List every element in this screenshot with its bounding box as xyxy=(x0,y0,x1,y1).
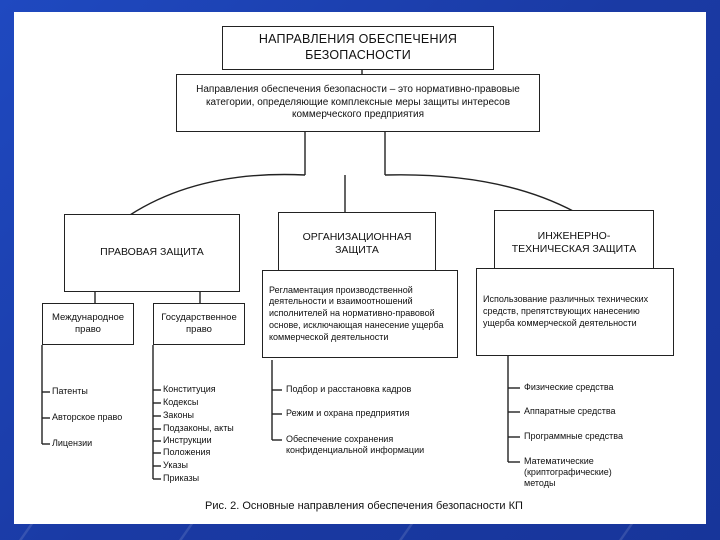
organizational-protection-box xyxy=(278,212,436,276)
diagram-title-box xyxy=(222,26,494,70)
list-item: Подзаконы, акты xyxy=(163,423,234,433)
list-item: Подбор и расстановка кадров xyxy=(286,384,412,394)
list-item: Лицензии xyxy=(52,438,93,448)
organizational-protection-title: ОРГАНИЗАЦИОННАЯ ЗАЩИТА xyxy=(302,230,412,256)
list-item: Обеспечение сохранения конфиденциальной информации xyxy=(286,434,425,455)
list-item: Математические (криптографические) методы xyxy=(524,456,612,488)
list-item: Законы xyxy=(163,410,194,420)
technical-description-box xyxy=(476,268,674,356)
technical-protection-box xyxy=(494,210,654,276)
technical-protection-title: ИНЖЕНЕРНО-ТЕХНИЧЕСКАЯ ЗАЩИТА xyxy=(511,229,637,255)
list-item: Конституция xyxy=(163,384,216,394)
list-item: Инструкции xyxy=(163,435,212,445)
list-item: Кодексы xyxy=(163,397,199,407)
legal-protection-title: ПРАВОВАЯ ЗАЩИТА xyxy=(100,246,204,259)
figure-caption: Рис. 2. Основные направления обеспечения безопасности КП xyxy=(205,500,523,512)
technical-description: Использование различных технических средств, препятствующих нанесению ущерба коммерческой деятельности xyxy=(483,294,649,328)
organizational-description: Регламентация производственной деятельности и взаимоотношений исполнителей на нормативно-правовой основе, исключающая нанесение ущерба коммерческой деятельности xyxy=(269,284,444,342)
list-item: Приказы xyxy=(163,473,200,483)
definition-text: Направления обеспечения безопасности – это нормативно-правовые категории, определяющие комплексные меры защиты интересов коммерческого предприятия xyxy=(196,84,520,121)
state-law-title: Государственное право xyxy=(161,312,237,335)
state-law-box xyxy=(153,303,245,345)
list-item: Авторское право xyxy=(52,412,123,422)
organizational-description-box xyxy=(262,270,458,358)
international-law-box xyxy=(42,303,134,345)
list-item: Указы xyxy=(163,460,188,470)
list-item: Режим и охрана предприятия xyxy=(286,408,410,418)
legal-protection-box xyxy=(64,214,240,292)
international-law-title: Международное право xyxy=(51,312,125,335)
list-item: Программные средства xyxy=(524,431,623,441)
list-item: Аппаратные средства xyxy=(524,406,616,416)
list-item: Патенты xyxy=(52,386,88,396)
diagram-title: НАПРАВЛЕНИЯ ОБЕСПЕЧЕНИЯ БЕЗОПАСНОСТИ xyxy=(258,32,458,62)
definition-box xyxy=(176,74,540,132)
list-item: Физические средства xyxy=(524,382,614,392)
list-item: Положения xyxy=(163,447,211,457)
